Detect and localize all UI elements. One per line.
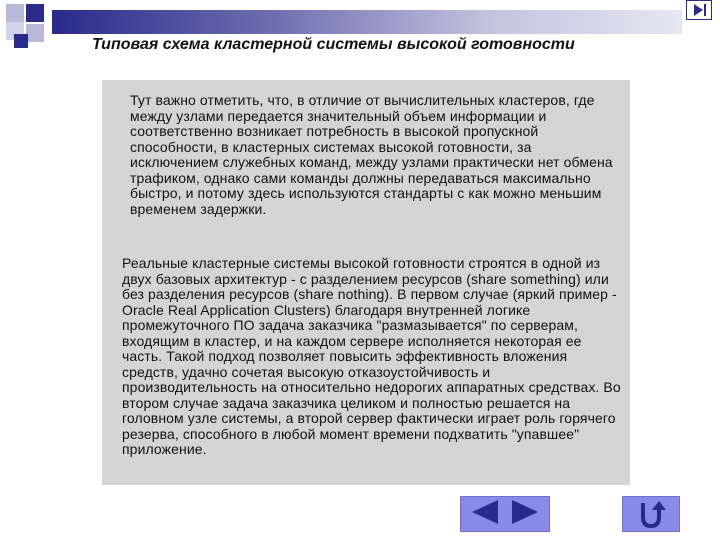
header-gradient-bar [52, 10, 682, 34]
slide-title: Типовая схема кластерной системы высокой готовности [92, 36, 575, 53]
decor-square [26, 24, 44, 42]
decor-square [6, 4, 24, 22]
return-arrow-icon [635, 499, 667, 529]
decor-square [26, 4, 44, 22]
next-slide-button[interactable] [510, 498, 540, 531]
decor-square [14, 34, 28, 48]
paragraph-latency: Тут важно отметить, что, в отличие от вычислительных кластеров, где между узлами передается значительный объем информации и соответственно возникает потребность в высокой пропускной способности, в кластерных системах высокой готовности, за исключением служебных команд, между узлами практически нет обмена трафиком, однако сами команды должны передаваться максимально быстро, и потому здесь используются стандарты с как можно меньшим временем задержки. [130, 92, 613, 217]
triangle-left-icon [470, 498, 500, 526]
return-button[interactable] [622, 496, 680, 532]
triangle-right-end-icon [690, 3, 708, 17]
paragraph-architectures: Реальные кластерные системы высокой готовности строятся в одной из двух базовых архитектур - с разделением ресурсов (share something) или без разделения ресурсов (share nothing). В первом случае (яркий пример - Oracle Real Application Clusters) благодаря внутренней логике промежуточного ПО задача заказчика "размазывается" по серверам, входящим в кластер, и на каждом сервере исполняется некоторая ее часть. Такой подход позволяет повысить эффективность вложения средств, удачно сочетая высокую отказоустойчивость и производительность на относительно недорогих аппаратных средствах. Во втором случае задача заказчика целиком и полностью решается на головном узле системы, а второй сервер фактически играет роль горячего резерва, способного в любой момент времени подхватить "упавшее" приложение. [122, 255, 621, 457]
prev-next-nav [460, 496, 550, 532]
prev-slide-button[interactable] [470, 498, 500, 531]
triangle-right-icon [510, 498, 540, 526]
end-slide-button[interactable] [686, 0, 712, 20]
